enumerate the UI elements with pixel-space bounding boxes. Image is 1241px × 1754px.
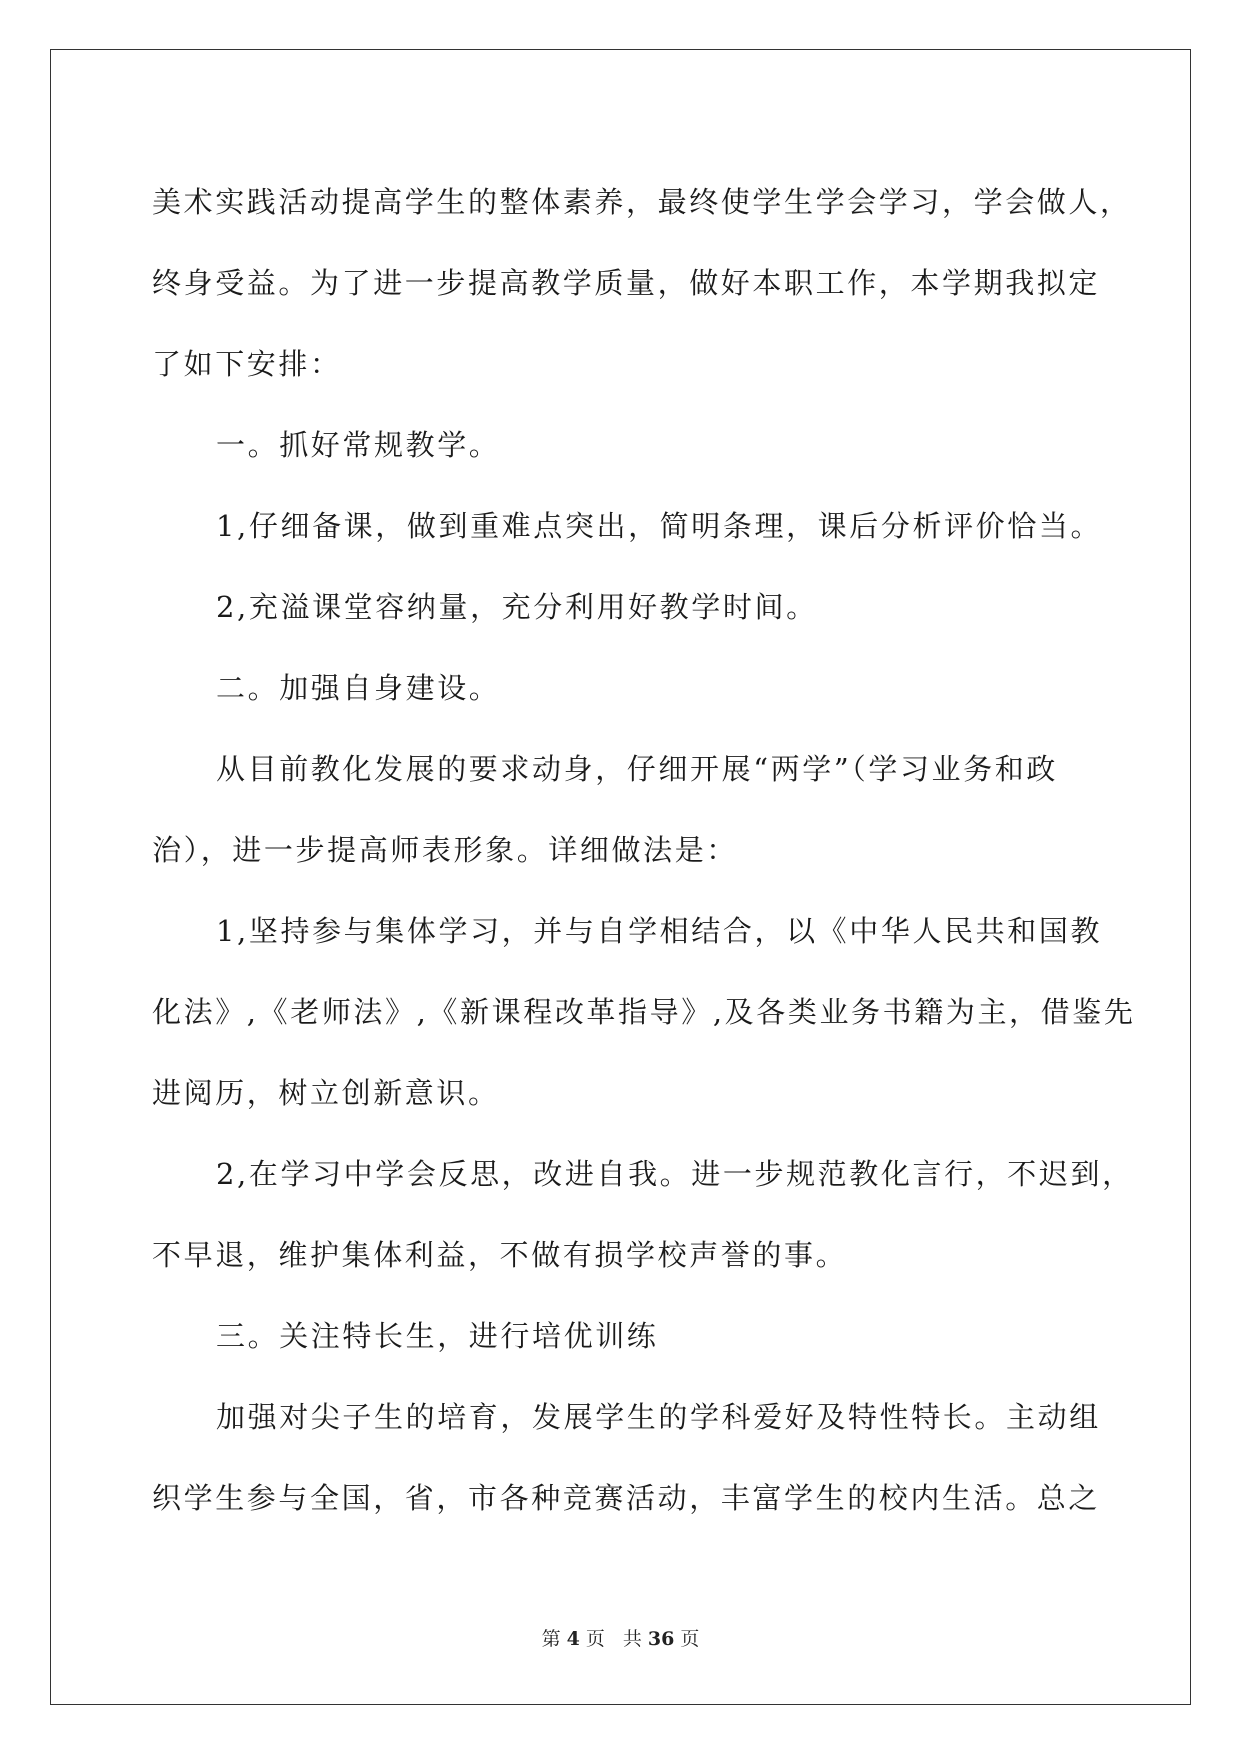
paragraph-line: 化法》,《老师法》,《新课程改革指导》,及各类业务书籍为主，借鉴先 bbox=[152, 995, 1136, 1029]
page-prefix: 第 bbox=[541, 1628, 561, 1650]
section-heading: 三。关注特长生，进行培优训练 bbox=[216, 1319, 659, 1353]
paragraph-line: 治），进一步提高师表形象。详细做法是： bbox=[152, 833, 738, 867]
total-prefix: 共 bbox=[622, 1628, 642, 1650]
section-heading: 一。抓好常规教学。 bbox=[216, 428, 501, 462]
page-footer bbox=[0, 1624, 1241, 1651]
paragraph-line: 终身受益。为了进一步提高教学质量，做好本职工作，本学期我拟定 bbox=[152, 266, 1101, 300]
total-suffix: 页 bbox=[680, 1628, 700, 1650]
document-body bbox=[152, 162, 1136, 1539]
paragraph-line: 了如下安排： bbox=[152, 347, 342, 381]
section-heading: 二。加强自身建设。 bbox=[216, 671, 501, 705]
paragraph-line: 从目前教化发展的要求动身，仔细开展“两学”（学习业务和政 bbox=[216, 752, 1058, 786]
page-number: 4 bbox=[566, 1628, 580, 1650]
paragraph-line: 美术实践活动提高学生的整体素养，最终使学生学会学习，学会做人， bbox=[152, 185, 1132, 219]
paragraph-line: 加强对尖子生的培育，发展学生的学科爱好及特性特长。主动组 bbox=[216, 1400, 1101, 1434]
paragraph-line: 织学生参与全国，省，市各种竞赛活动，丰富学生的校内生活。总之 bbox=[152, 1481, 1101, 1515]
paragraph-line: 进阅历，树立创新意识。 bbox=[152, 1076, 500, 1110]
total-pages: 36 bbox=[647, 1628, 675, 1650]
list-item: 1,仔细备课，做到重难点突出，简明条理，课后分析评价恰当。 bbox=[216, 509, 1103, 543]
list-item: 1,坚持参与集体学习，并与自学相结合，以《中华人民共和国教 bbox=[216, 914, 1103, 948]
page-suffix: 页 bbox=[585, 1628, 605, 1650]
list-item: 2,充溢课堂容纳量，充分利用好教学时间。 bbox=[216, 590, 818, 624]
paragraph-line: 不早退，维护集体利益，不做有损学校声誉的事。 bbox=[152, 1238, 848, 1272]
list-item: 2,在学习中学会反思，改进自我。进一步规范教化言行，不迟到， bbox=[216, 1157, 1134, 1191]
